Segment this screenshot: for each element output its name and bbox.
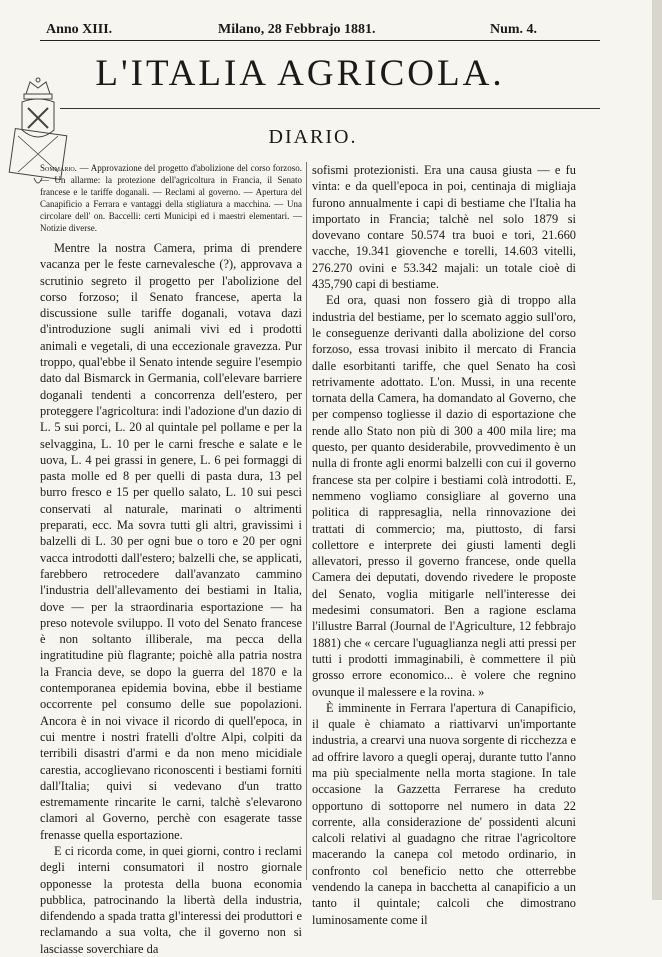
issue-place-date: Milano, 28 Febbrajo 1881. (218, 22, 376, 37)
article-paragraph: sofismi protezionisti. Era una causa giusta — e fu vinta: e da quell'epoca in poi, centinaja di migliaja furono annualmente i capi di bestiame che l'Italia ha importato in Francia; talchè nel solo 1879 si dovevano contare 50.574 tra buoi e tori, 21.660 vacche, 19.341 giovenche e torelli, 14.603 vitelli, 276.270 ovini e 53.342 majali: un totale cioè di 435,790 capi di bestiame. (312, 163, 576, 292)
header-rule (40, 40, 600, 41)
scan-edge (652, 0, 662, 900)
left-column (40, 162, 302, 957)
issue-year: Anno XIII. (46, 22, 113, 37)
masthead-title: L'ITALIA AGRICOLA. (95, 53, 505, 94)
article-paragraph: Mentre la nostra Camera, prima di prendere vacanza per le feste carnevalesche (?), approvava a scrutinio segreto il progetto per l'abolizione del corso forzoso; il Senato francese, aperta la discussione sulle tariffe doganali, votava dazi d'introduzione sugli animali vivi ed i prodotti animali e vegetali, di una eccezionale gravezza. Pur troppo, qual'ebbe il Senato intende seguire l'esempio dato dal Bismarck in Germania, coll'elevare barriere doganali tendenti a concorrenza dell'estero, per proteggere l'agricoltura: indi l'adozione d'un dazio di L. 5 sui porci, L. 20 al quintale pel pollame e per la selvaggina, L. 10 per le carni fresche e salate e le uova, L. 4 pei grassi in genere, L. 6 pei formaggi di pasta molle ed 8 per quelli di pasta dura, 13 pel burro fresco e 15 per quello salato, L. 10 sui pesci conservati al naturale, marinati o altrimenti preparati, ecc. Ma sovra tutti gli altri, gravissimi i balzelli di L. 30 per ogni bue o toro e 20 per ogni vacca introdotti dall'estero; balzelli che, se applicati, farebbero retrocedere dall'avanzato cammino l'industria dell'allevamento dei bestiami in Italia, dove — per la straordinaria esportazione — ha preso notevole sviluppo. Il voto del Senato francese è non soltanto illiberale, ma pecca della ingratitudine più flagrante; poichè alla patria nostra la Francia deve, se dopo la guerra del 1870 e la contemporanea epidemia bovina, ebbe il bestiame occorrente pel consumo delle sue popolazioni. Ancora è in noi vivace il ricordo di quell'epoca, in cui mentre i nostri fratelli d'oltre Alpi, colpiti da terribili disastri d'armi e da non meno micidiale carestia, accoglievano riconoscenti i bestiami forniti dall'Italia; quivi si vedevano d'un tratto estremamente rincarite le carni, talchè s'elevarono clamori al Governo, perchè con esagerate tasse frenasse quella esportazione. (40, 241, 302, 842)
article-paragraph: Ed ora, quasi non fossero già di troppo alla industria del bestiame, per lo scemato aggio sull'oro, le conseguenze derivanti dalla abolizione del corso forzoso, essa trovasi inibito il mercato di Francia dalle esorbitanti tariffe, che quel Senato ha così retrivamente adottato. L'on. Mussi, in una recente tornata della Camera, ha domandato al Governo, che per compenso togliesse il dazio di esportazione che rende allo Stato non più di 300 a 400 mila lire; ma questo, per quanto desiderabile, provvedimento è un nulla di fronte agli enormi balzelli con cui il governo francese sta per colpire i bestiami colà introdotti. E, nemmeno vogliamo consigliare al governo una politica di rappresaglia, nella rinnovazione dei trattati di commercio; ma, piuttosto, di farsi collettore e interprete dei giusti lamenti degli allevatori, presso il governo francese, onde quella Camera dei deputati, dovendo rivedere le proposte del Senato, voglia mitigarle nell'interesse dei medesimi consumatori. Ben a ragione esclama l'illustre Barral (Journal de l'Agriculture, 12 febbrajo 1881) che « cercare l'uguaglianza negli atti pressi per tutti i prodotti immaginabili, è commettere il più grosso errore economico... è volere che regnino ovunque il malessere e la rovina. » (312, 293, 576, 699)
issue-header (40, 20, 600, 40)
summary-label: Sommario. (40, 163, 77, 173)
article-paragraph: E ci ricorda come, in quei giorni, contro i reclami degli interni consumatori il nostro giornale opponesse la protesta della buona economia pubblica, patrocinando la libertà della industria, difendendo a spada tratta gl'interessi dei produttori e reclamando a sua volta, che il governo non si lasciasse soverchiare da (40, 843, 302, 956)
column-divider (306, 162, 307, 880)
article-paragraph: È imminente in Ferrara l'apertura di Canapificio, il quale è chiamato a riattivarvi un'importante industria, a crearvi una nuova sorgente di ricchezza e ad offrire lavoro a quegli operaj, durante tutto l'anno ma più specialmente nella morta stagione. In tale occasione la Gazzetta Ferrarese ha creduto opportuno di sottoporre nel numero in data 22 corrente, alla considerazione de' possidenti alcuni calcoli relativi al guadagno che ritrae l'agricoltore macerando la canepa col metodo ordinario, in confronto col beneficio netto che otterrebbe vendendo la canepa in bacchetta al canapificio a un tanto il quintale; calcoli che dimostrano luminosamente come il (312, 700, 576, 927)
summary (40, 162, 302, 234)
issue-number: Num. 4. (490, 22, 538, 37)
masthead-rule (60, 108, 600, 109)
right-column (312, 162, 576, 928)
summary-text: — Approvazione del progetto d'abolizione del corso forzoso. — Un allarme: la protezione dell'agricoltura in Francia, il Senato francese e le tariffe doganali. — Reclami al governo. — Apertura del Canapificio a Ferrara e vantaggi della stigliatura a macchina. — Una circolare dell' on. Baccelli: certi Municipi ed i maestri elementari. — Notizie diverse. (40, 163, 302, 233)
section-title: DIARIO. (268, 126, 358, 148)
